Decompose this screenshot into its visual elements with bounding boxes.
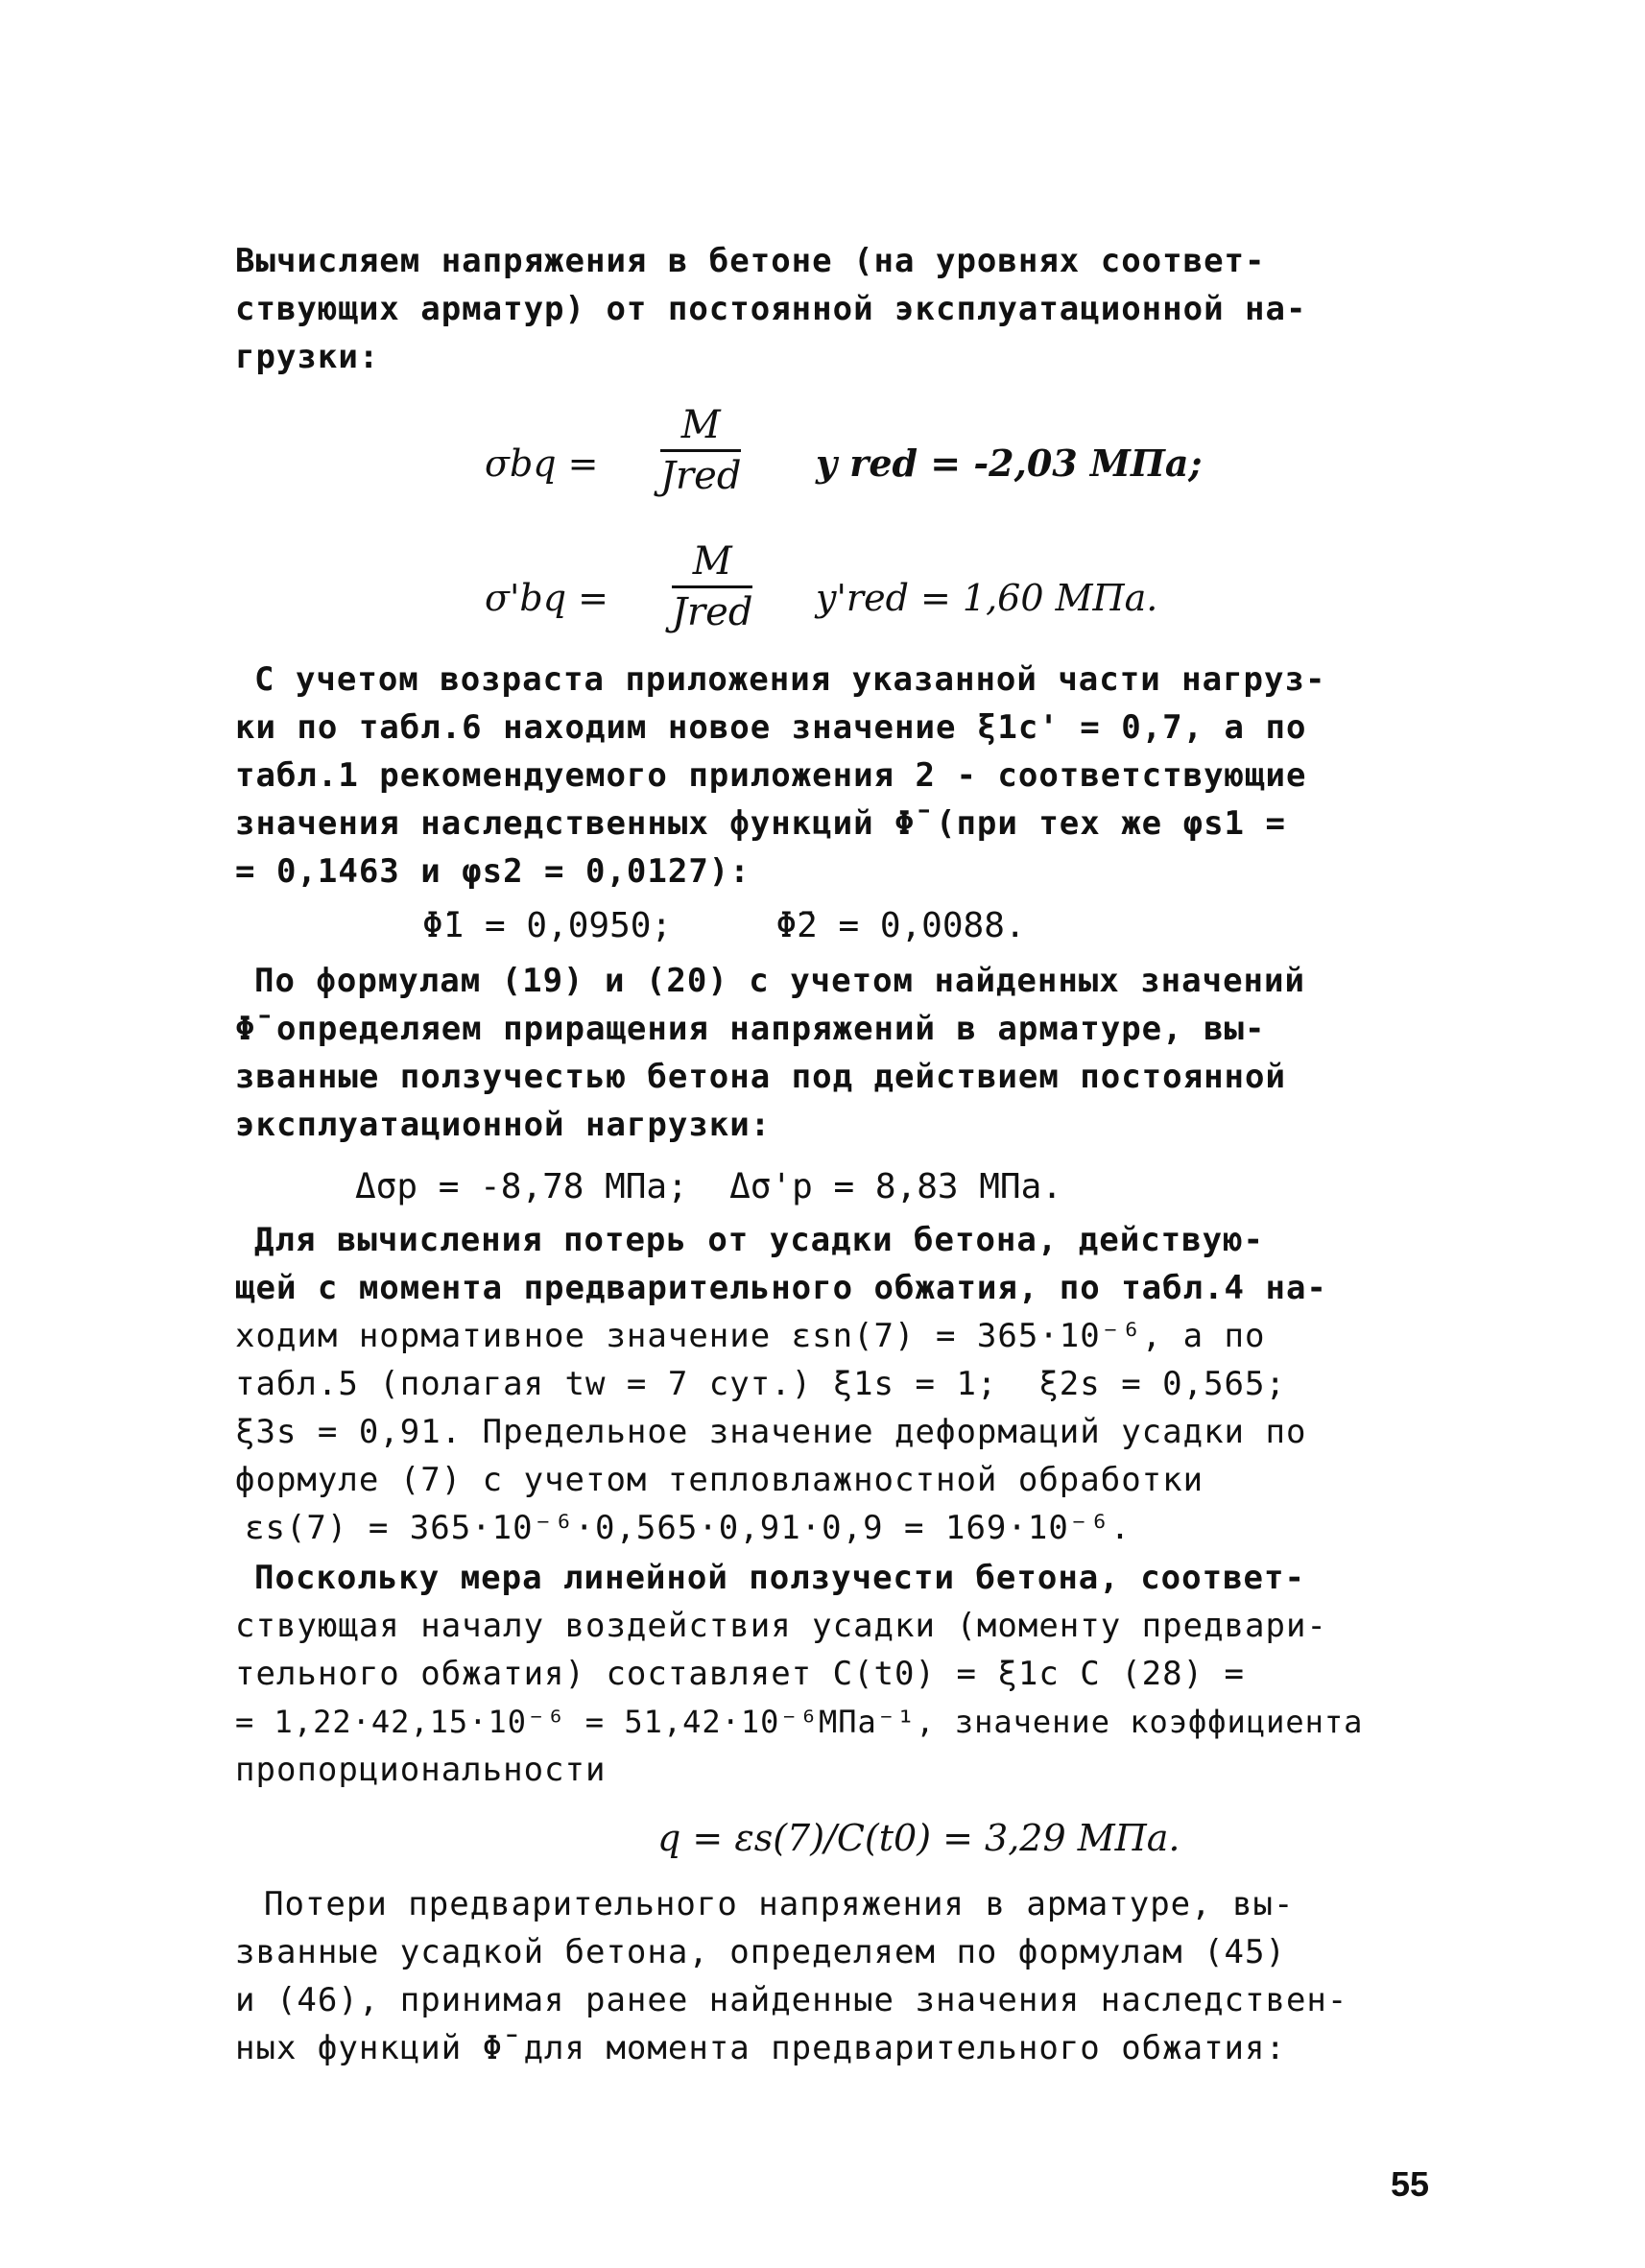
text-line: табл.1 рекомендуемого приложения 2 - соответствующие — [235, 756, 1307, 795]
formula-1-right: y red = -2,03 МПа; — [816, 442, 1203, 485]
text-line: С учетом возраста приложения указанной части нагруз- — [254, 660, 1326, 699]
text-line: Потери предварительного напряжения в арматуре, вы- — [264, 1885, 1295, 1923]
text-line: значения наследственных функций Φ̄ (при тех же φs1 = — [235, 804, 1286, 843]
text-line: грузки: — [235, 338, 380, 376]
formula-2-numerator: M — [672, 539, 752, 588]
formula-1-numerator: M — [660, 403, 741, 452]
formula-1-left: σbq = — [485, 442, 599, 485]
text-line: формуле (7) с учетом тепловлажностной обработки — [235, 1461, 1204, 1499]
text-line: = 0,1463 и φs2 = 0,0127): — [235, 852, 751, 891]
formula-1-denominator: Jred — [660, 454, 742, 498]
text-line: εs(7) = 365·10⁻⁶·0,565·0,91·0,9 = 169·10⁻⁶. — [245, 1509, 1132, 1547]
text-line: По формулам (19) и (20) с учетом найденных значений — [254, 962, 1305, 1000]
text-line: тельного обжатия) составляет C(t0) = ξ1c C (28) = — [235, 1655, 1246, 1693]
formula-2-fraction — [672, 539, 752, 634]
text-line: пропорциональности — [235, 1751, 607, 1789]
text-line: ствующих арматур) от постоянной эксплуатационной на- — [235, 290, 1307, 328]
text-line: = 1,22·42,15·10⁻⁶ = 51,42·10⁻⁶МПа⁻¹, значение коэффициента — [235, 1704, 1364, 1740]
text-line: ξ3s = 0,91. Предельное значение деформаций усадки по — [235, 1413, 1307, 1451]
text-line: Поскольку мера линейной ползучести бетона, соответ- — [254, 1559, 1305, 1597]
text-line: табл.5 (полагая tw = 7 сут.) ξ1s = 1; ξ2s = 0,565; — [235, 1365, 1286, 1403]
formula-1-fraction — [660, 403, 741, 498]
formula-4: Δσp = -8,78 МПа; Δσ'p = 8,83 МПа. — [355, 1167, 1062, 1206]
text-line: ки по табл.6 находим новое значение ξ1c' = 0,7, а по — [235, 708, 1307, 747]
formula-2-right: y'red = 1,60 МПа. — [816, 577, 1158, 619]
text-line: щей с момента предварительного обжатия, по табл.4 на- — [235, 1269, 1327, 1307]
page-number: 55 — [1390, 2164, 1429, 2204]
text-line: и (46), принимая ранее найденные значения наследствен- — [235, 1981, 1348, 2019]
formula-3: Φ̄1 = 0,0950; Φ̄2 = 0,0088. — [422, 906, 1026, 945]
formula-2-left: σ'bq = — [485, 577, 608, 619]
text-line: Для вычисления потерь от усадки бетона, действую- — [254, 1221, 1265, 1259]
formula-5: q = εs(7)/C(t0) = 3,29 МПа. — [657, 1817, 1180, 1859]
formula-2-denominator: Jred — [672, 590, 753, 634]
text-line: званные ползучестью бетона под действием постоянной — [235, 1058, 1286, 1096]
text-line: Вычисляем напряжения в бетоне (на уровнях соответ- — [235, 242, 1266, 280]
text-line: ных функций Φ̄ для момента предварительного обжатия: — [235, 2029, 1286, 2067]
text-line: эксплуатационной нагрузки: — [235, 1106, 772, 1144]
text-line: ствующая началу воздействия усадки (моменту предвари- — [235, 1607, 1327, 1645]
text-line: Φ̄ определяем приращения напряжений в арматуре, вы- — [235, 1010, 1266, 1048]
text-line: званные усадкой бетона, определяем по формулам (45) — [235, 1933, 1286, 1971]
text-line: ходим нормативное значение εsn(7) = 365·10⁻⁶, а по — [235, 1317, 1266, 1355]
